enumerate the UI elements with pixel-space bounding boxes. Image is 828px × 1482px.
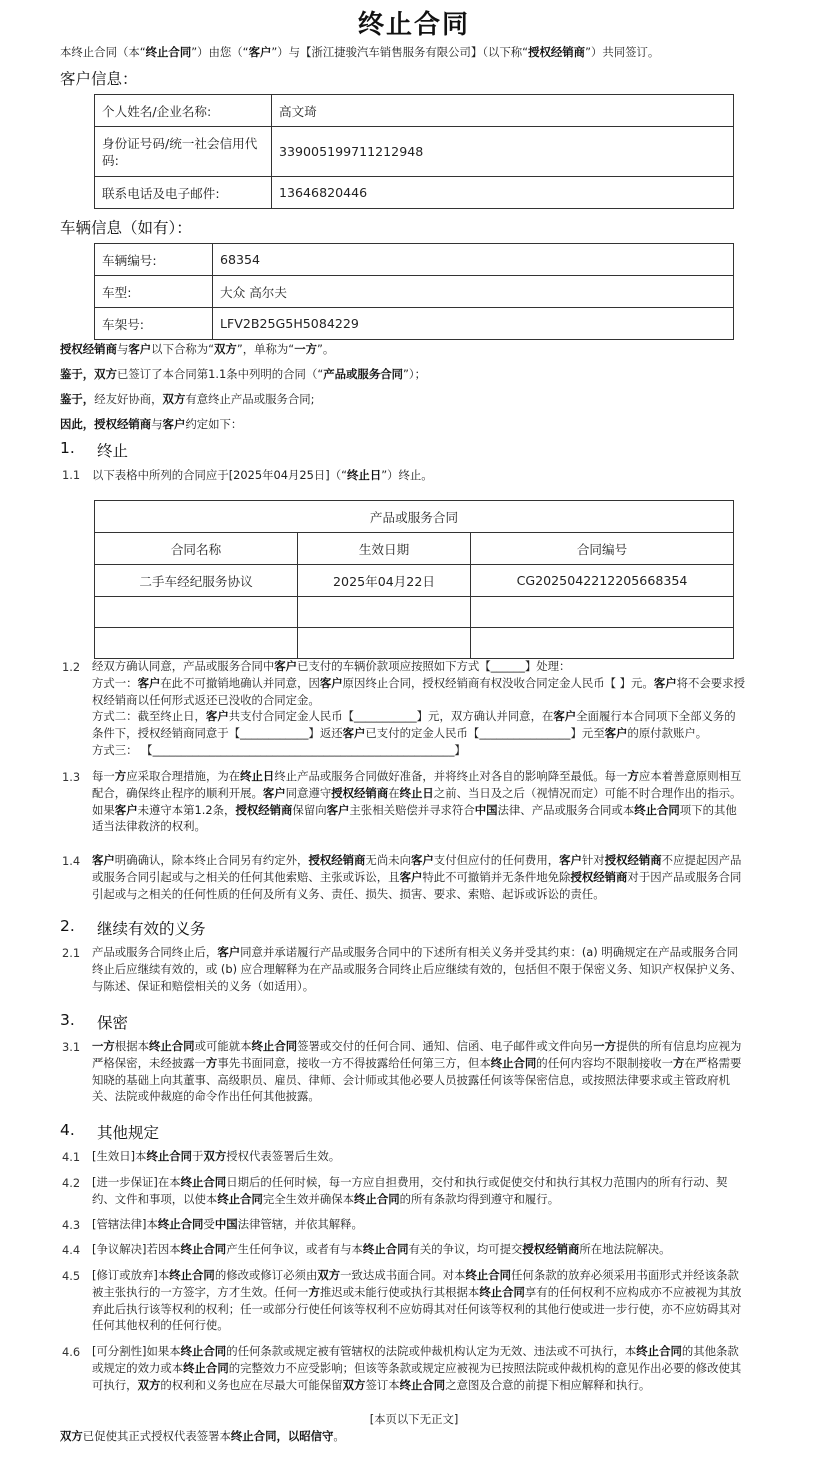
customer-info-table (94, 94, 734, 209)
clause-3-1-number: 3.1 (62, 1040, 81, 1054)
clause-1-3-text: 每一方应采取合理措施，为在终止日终止产品或服务合同做好准备，并将终止对各自的影响降至最低。每一方应本着善意原则相互 配合，确保终止程序的顺利开展。客户同意遵守授权经销商在终止日之前、当日及之后（视情况而定）可能不时合理作出的指示。 如果客户未遵守本第1.2条，授权经销商保留向客户主张相关赔偿并寻求符合中国法律、产品或服务合同或本终止合同项下的其他 适当法律救济的权利。 (92, 769, 742, 834)
vehicle-info-table (94, 243, 734, 340)
section-2-number: 2. (60, 917, 75, 935)
table-row (95, 597, 734, 628)
table-cell (471, 628, 734, 659)
vehicle-vin-value: LFV2B25G5H5084229 (213, 308, 734, 340)
recital-parties: 授权经销商与客户以下合称为“双方”，单称为“一方”。 (60, 342, 335, 356)
column-header-number: 合同编号 (471, 533, 734, 565)
section-4-title: 其他规定 (97, 1124, 160, 1142)
customer-id-label: 身份证号码/统一社会信用代码: (95, 127, 272, 177)
recital-whereas-2: 鉴于，经友好协商，双方有意终止产品或服务合同; (60, 392, 315, 406)
table-cell: CG2025042212205668354 (471, 565, 734, 597)
table-cell: 2025年04月22日 (298, 565, 471, 597)
document-title: 终止合同 (357, 10, 470, 40)
clause-4-5-number: 4.5 (62, 1269, 81, 1283)
section-4-number: 4. (60, 1121, 75, 1139)
customer-row-id (95, 127, 734, 177)
table-row (95, 628, 734, 659)
customer-name-value: 高文琦 (272, 95, 734, 127)
clause-1-3-number: 1.3 (62, 770, 81, 784)
clause-4-3-number: 4.3 (62, 1218, 81, 1232)
table-row (95, 565, 734, 597)
clause-4-2-text: [进一步保证]在本终止合同日期后的任何时候，每一方应自担费用，交付和执行或促使交付和执行其权力范围内的所有行动、契 约、文件和事项，以使本终止合同完全生效并确保本终止合同的所有条款均得到遵守和履行。 (92, 1175, 728, 1206)
vehicle-row-model (95, 276, 734, 308)
clause-1-2-number: 1.2 (62, 660, 81, 674)
customer-row-name (95, 95, 734, 127)
clause-1-2-text: 经双方确认同意，产品或服务合同中客户已支付的车辆价款项应按照如下方式【______】处理： 方式一：客户在此不可撤销地确认并同意，因客户原因终止合同，授权经销商有权没收合同定金人民币【 】元。客户将不会要求授 权经销商以任何形式返还已没收的合同定金。 方式二：截至终止日，客户共支付合同定金人民币【___________】元，双方确认并同意，在客户全面履行本合同项下全部义务的 条件下，授权经销商同意于【____________】返还客户已支付的定金人民币【________________】元至客户的原付款账户。 方式三： 【_____________________________________________________】 (92, 659, 745, 757)
recital-therefore: 因此，授权经销商与客户约定如下： (60, 417, 243, 431)
clause-4-1-text: [生效日]本终止合同于双方授权代表签署后生效。 (92, 1149, 341, 1163)
contracts-table-caption: 产品或服务合同 (95, 501, 734, 533)
section-2-title: 继续有效的义务 (97, 920, 206, 938)
closing-statement: 双方已促使其正式授权代表签署本终止合同，以昭信守。 (60, 1429, 345, 1443)
section-3-title: 保密 (97, 1014, 129, 1032)
vehicle-info-heading: 车辆信息（如有）： (60, 219, 192, 237)
clause-4-4-number: 4.4 (62, 1243, 81, 1257)
customer-info-heading: 客户信息： (60, 70, 138, 88)
table-cell (298, 597, 471, 628)
vehicle-model-label: 车型: (95, 276, 213, 308)
customer-contact-label: 联系电话及电子邮件: (95, 177, 272, 209)
section-3-number: 3. (60, 1011, 75, 1029)
clause-4-4-text: [争议解决]若因本终止合同产生任何争议，或者有与本终止合同有关的争议，均可提交授权经销商所在地法院解决。 (92, 1242, 671, 1256)
customer-id-value: 339005199711212948 (272, 127, 734, 177)
intro-paragraph: 本终止合同（本“终止合同”）由您（“客户”）与【浙江捷骏汽车销售服务有限公司】（以下称“授权经销商”）共同签订。 (60, 45, 660, 59)
contracts-table-caption-row (95, 501, 734, 533)
clause-4-1-number: 4.1 (62, 1150, 81, 1164)
clause-4-6-number: 4.6 (62, 1345, 81, 1359)
clause-4-6-text: [可分割性]如果本终止合同的任何条款或规定被有管辖权的法院或仲裁机构认定为无效、违法或不可执行，本终止合同的其他条款 或规定的效力或本终止合同的完整效力不应受影响；但该等条款或规定应被视为已按照法院或仲裁机构的意见作出必要的修改使其 可执行，双方的权利和义务也应在尽最大可能保留双方签订本终止合同之意图及合意的前提下相应解释和执行。 (92, 1344, 742, 1392)
table-cell (95, 628, 298, 659)
clause-1-1-number: 1.1 (62, 468, 81, 482)
customer-name-label: 个人姓名/企业名称: (95, 95, 272, 127)
customer-contact-value: 13646820446 (272, 177, 734, 209)
recital-whereas-1: 鉴于，双方已签订了本合同第1.1条中列明的合同（“产品或服务合同”）； (60, 367, 426, 381)
clause-3-1-text: 一方根据本终止合同或可能就本终止合同签署或交付的任何合同、通知、信函、电子邮件或文件向另一方提供的所有信息均应视为 严格保密，未经披露一方事先书面同意，接收一方不得披露给任何第三方，但本终止合同的任何内容均不限制接收一方在严格需要 知晓的基础上向其董事、高级职员、雇员、律师、会计师或其他必要人员披露任何该等保密信息，或按照法律要求或主管政府机 关、法院或仲裁庭的命令作出任何其他披露。 (92, 1039, 742, 1104)
vehicle-number-label: 车辆编号: (95, 244, 213, 276)
vehicle-vin-label: 车架号: (95, 308, 213, 340)
section-1-number: 1. (60, 439, 75, 457)
table-cell (95, 597, 298, 628)
no-further-text-note: [本页以下无正文] (369, 1412, 459, 1426)
clause-2-1-text: 产品或服务合同终止后，客户同意并承诺履行产品或服务合同中的下述所有相关义务并受其约束：(a) 明确规定在产品或服务合同 终止后应继续有效的，或 (b) 应合理解释为在产品或服务合同终止后应继续有效的，包括但不限于保密义务、知识产权保护义务、 与陈述、保证和赔偿相关的义务（如适用）。 (92, 945, 742, 993)
clause-1-4-text: 客户明确确认，除本终止合同另有约定外，授权经销商无尚未向客户支付但应付的任何费用，客户针对授权经销商不应提起因产品 或服务合同引起或与之相关的任何其他索赔、主张或诉讼，且客户特此不可撤销并无条件地免除授权经销商对于因产品或服务合同 引起或与之相关的任何性质的任何及所有义务、责任、损失、损害、要求、索赔、起诉或诉讼的责任。 (92, 853, 742, 901)
table-cell (471, 597, 734, 628)
clause-1-1-text: 以下表格中所列的合同应于[2025年04月25日]（“终止日”）终止。 (92, 468, 433, 482)
clause-4-2-number: 4.2 (62, 1176, 81, 1190)
table-cell: 二手车经纪服务协议 (95, 565, 298, 597)
vehicle-row-vin (95, 308, 734, 340)
column-header-date: 生效日期 (298, 533, 471, 565)
vehicle-model-value: 大众 高尔夫 (213, 276, 734, 308)
customer-row-contact (95, 177, 734, 209)
clause-4-3-text: [管辖法律]本终止合同受中国法律管辖，并依其解释。 (92, 1217, 363, 1231)
vehicle-row-number (95, 244, 734, 276)
vehicle-number-value: 68354 (213, 244, 734, 276)
section-1-title: 终止 (97, 442, 129, 460)
clause-1-4-number: 1.4 (62, 854, 81, 868)
clause-2-1-number: 2.1 (62, 946, 81, 960)
clause-4-5-text: [修订或放弃]本终止合同的修改或修订必须由双方一致达成书面合同。对本终止合同任何条款的放弃必须采用书面形式并经该条款 被主张执行的一方签字，方才生效。任何一方推迟或未能行使或执行其根据本终止合同享有的任何权利不应构成亦不应被视为其放 弃此后执行该等权利的权利；任一或部分行使任何该等权利不应妨碍其对任何该等权利的其他行使或进一步行使，亦不应妨碍其对 任何其他权利的任何行使。 (92, 1268, 742, 1333)
contracts-table (94, 500, 734, 659)
contracts-table-header-row (95, 533, 734, 565)
column-header-name: 合同名称 (95, 533, 298, 565)
table-cell (298, 628, 471, 659)
